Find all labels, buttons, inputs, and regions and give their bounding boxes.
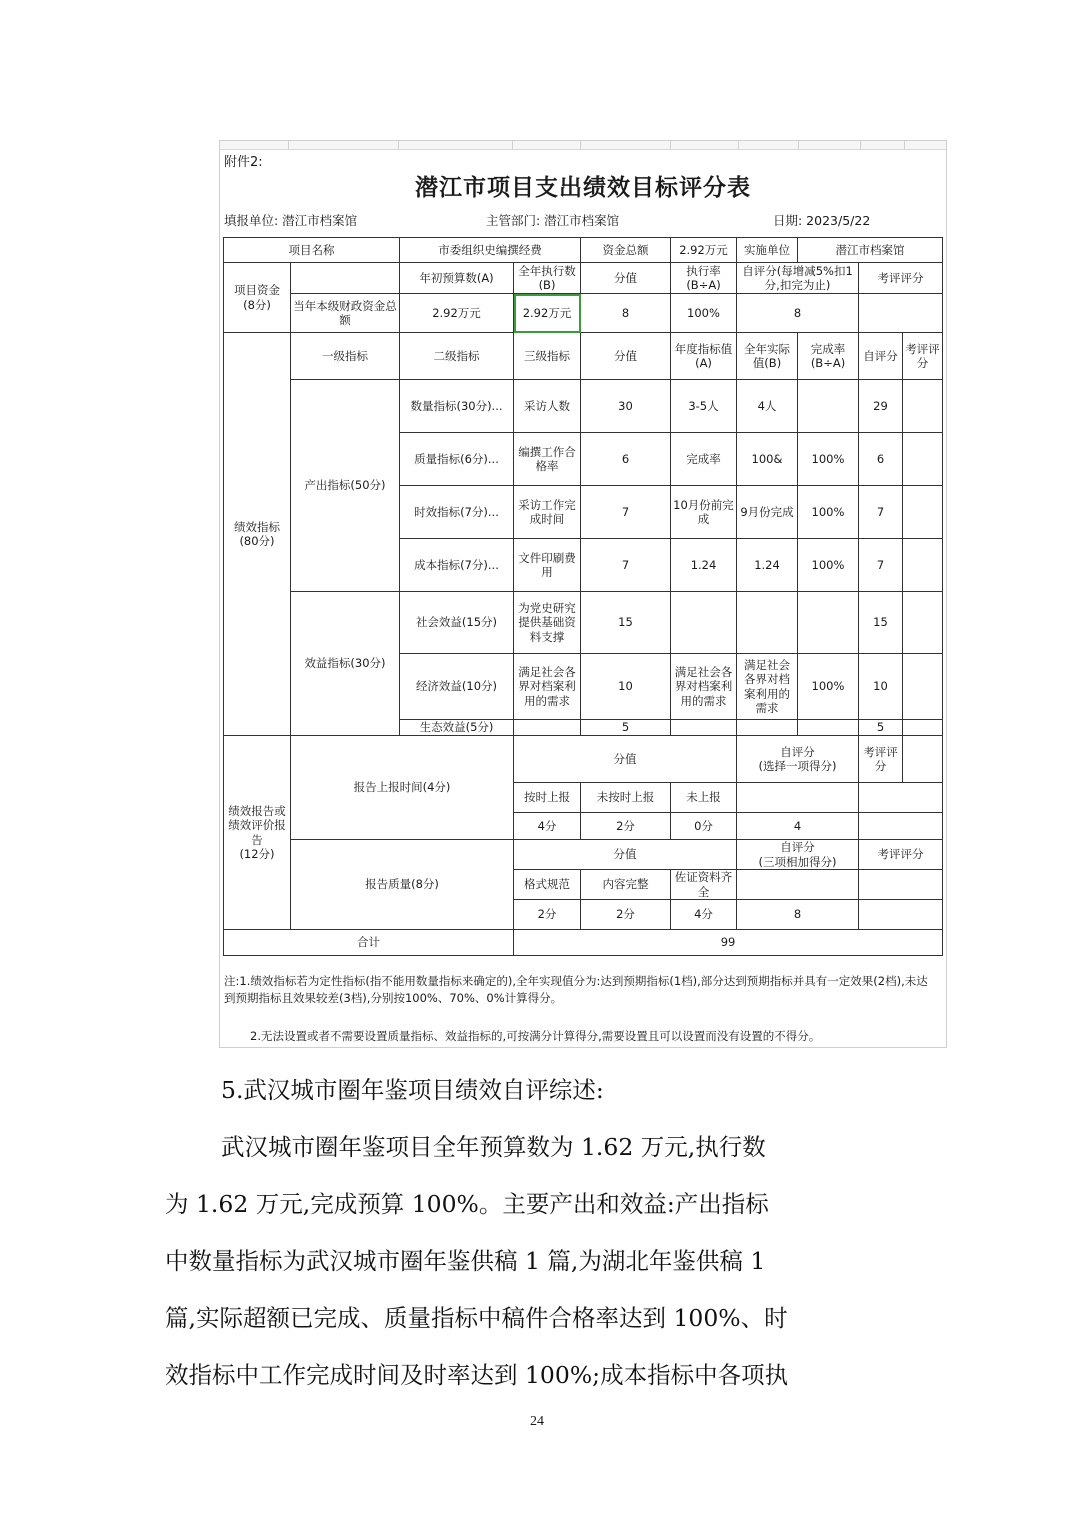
level3-cell: 文件印刷费用 xyxy=(514,539,581,592)
perf-section-label: 绩效指标 (80分) xyxy=(224,333,291,736)
budget-header: 年初预算数(A) xyxy=(400,263,514,294)
evidence-points: 4分 xyxy=(671,900,737,930)
actual-cell: 100& xyxy=(737,433,798,486)
level2-cell: 经济效益(10分) xyxy=(400,654,514,720)
completion-header: 完成率(B÷A) xyxy=(798,333,859,380)
paragraph-line: 中数量指标为武汉城市圈年鉴供稿 1 篇,为湖北年鉴供稿 1 xyxy=(165,1247,766,1275)
empty-cell xyxy=(903,736,943,783)
late-points: 2分 xyxy=(581,813,671,840)
review-header: 考评评分 xyxy=(859,263,943,294)
level3-cell: 编撰工作合格率 xyxy=(514,433,581,486)
funds-self-score: 8 xyxy=(737,294,859,333)
attachment-label: 附件2: xyxy=(224,155,263,170)
total-value: 99 xyxy=(514,930,943,956)
content-points: 2分 xyxy=(581,900,671,930)
empty-cell xyxy=(737,783,859,813)
level2-cell: 生态效益(5分) xyxy=(400,720,514,736)
level2-header: 二级指标 xyxy=(400,333,514,380)
self-score-header: 自评分 xyxy=(859,333,903,380)
scoring-table xyxy=(223,237,943,956)
target-cell: 1.24 xyxy=(671,539,737,592)
exec-header: 全年执行数(B) xyxy=(514,263,581,294)
note-1: 注:1.绩效指标若为定性指标(指不能用数量指标来确定的),全年实现值分为:达到预期指标(1档),部分达到预期指标并具有一定效果(2档),未达到预期指标且效果较差(3档),分别按100%、70%、0%计算得分。 xyxy=(224,974,928,1005)
exec-value-selected-cell[interactable]: 2.92万元 xyxy=(514,294,581,333)
level3-cell: 满足社会各界对档案利用的需求 xyxy=(514,654,581,720)
actual-cell xyxy=(737,592,798,654)
embedded-spreadsheet xyxy=(219,140,947,1048)
actual-value-header: 全年实际值(B) xyxy=(737,333,798,380)
self-score-cell: 29 xyxy=(859,380,903,433)
level2-cell: 时效指标(7分)... xyxy=(400,486,514,539)
empty-cell xyxy=(859,783,943,813)
level2-cell: 质量指标(6分)... xyxy=(400,433,514,486)
self-score-cell: 5 xyxy=(859,720,903,736)
evidence-label: 佐证资料齐全 xyxy=(671,870,737,900)
content-label: 内容完整 xyxy=(581,870,671,900)
target-cell xyxy=(671,720,737,736)
completion-cell: 100% xyxy=(798,486,859,539)
funds-section-label: 项目资金 (8分) xyxy=(224,263,291,333)
empty-cell xyxy=(859,870,943,900)
actual-cell: 1.24 xyxy=(737,539,798,592)
total-funds-label: 当年本级财政资金总额 xyxy=(291,294,400,333)
review-score-header: 考评评分 xyxy=(903,333,943,380)
level3-header: 三级指标 xyxy=(514,333,581,380)
spreadsheet-column-header xyxy=(220,141,946,150)
funds-total-label: 资金总额 xyxy=(581,238,671,263)
format-label: 格式规范 xyxy=(514,870,581,900)
score-cell: 30 xyxy=(581,380,671,433)
score-cell: 15 xyxy=(581,592,671,654)
funds-total: 2.92万元 xyxy=(671,238,737,263)
completion-cell: 100% xyxy=(798,433,859,486)
fill-unit: 填报单位: 潜江市档案馆 xyxy=(224,213,358,228)
score-header: 分值 xyxy=(581,333,671,380)
project-name-label: 项目名称 xyxy=(224,238,400,263)
review-score-cell xyxy=(903,433,943,486)
report-section-label: 绩效报告或绩效评价报告 (12分) xyxy=(224,736,291,930)
level3-cell: 采访工作完成时间 xyxy=(514,486,581,539)
not-reported-label: 未上报 xyxy=(671,783,737,813)
score-cell: 7 xyxy=(581,486,671,539)
self-score-cell: 6 xyxy=(859,433,903,486)
actual-cell xyxy=(737,720,798,736)
report-time-self-score: 4 xyxy=(737,813,859,840)
target-cell: 10月份前完成 xyxy=(671,486,737,539)
impl-unit: 潜江市档案馆 xyxy=(798,238,943,263)
section-heading: 5.武汉城市圈年鉴项目绩效自评综述: xyxy=(221,1076,604,1104)
rate-header: 执行率(B÷A) xyxy=(671,263,737,294)
actual-cell: 满足社会各界对档案利用的需求 xyxy=(737,654,798,720)
target-cell: 满足社会各界对档案利用的需求 xyxy=(671,654,737,720)
empty-cell xyxy=(737,870,859,900)
paragraph-line: 效指标中工作完成时间及时率达到 100%;成本指标中各项执 xyxy=(165,1361,789,1389)
funds-score: 8 xyxy=(581,294,671,333)
report-time-label: 报告上报时间(4分) xyxy=(291,736,514,840)
impl-unit-label: 实施单位 xyxy=(737,238,798,263)
sheet-title: 潜江市项目支出绩效目标评分表 xyxy=(415,175,751,201)
report-quality-self-score: 8 xyxy=(737,900,859,930)
supervising-department: 主管部门: 潜江市档案馆 xyxy=(486,213,620,228)
paragraph-line: 为 1.62 万元,完成预算 100%。主要产出和效益:产出指标 xyxy=(165,1190,769,1218)
format-points: 2分 xyxy=(514,900,581,930)
level2-cell: 社会效益(15分) xyxy=(400,592,514,654)
funds-review-score xyxy=(859,294,943,333)
output-indicator-label: 产出指标(50分) xyxy=(291,380,400,592)
completion-cell: 100% xyxy=(798,539,859,592)
empty-cell xyxy=(291,263,400,294)
score-cell: 5 xyxy=(581,720,671,736)
completion-cell xyxy=(798,380,859,433)
on-time-label: 按时上报 xyxy=(514,783,581,813)
level3-cell: 为党史研究提供基础资料支撑 xyxy=(514,592,581,654)
level3-cell: 采访人数 xyxy=(514,380,581,433)
project-name: 市委组织史编撰经费 xyxy=(400,238,581,263)
completion-cell: 100% xyxy=(798,654,859,720)
total-label: 合计 xyxy=(224,930,514,956)
empty-cell xyxy=(859,813,943,840)
target-cell xyxy=(671,592,737,654)
target-cell: 3-5人 xyxy=(671,380,737,433)
on-time-points: 4分 xyxy=(514,813,581,840)
budget-value: 2.92万元 xyxy=(400,294,514,333)
review-score-cell xyxy=(903,720,943,736)
self-score-cell: 7 xyxy=(859,486,903,539)
benefit-indicator-label: 效益指标(30分) xyxy=(291,592,400,736)
level2-cell: 数量指标(30分)... xyxy=(400,380,514,433)
report-quality-review-header: 考评评分 xyxy=(859,840,943,870)
target-cell: 完成率 xyxy=(671,433,737,486)
level3-cell xyxy=(514,720,581,736)
completion-cell xyxy=(798,720,859,736)
paragraph-line: 篇,实际超额已完成、质量指标中稿件合格率达到 100%、时 xyxy=(165,1304,788,1332)
report-time-review-header: 考评评分 xyxy=(859,736,903,783)
report-quality-score-header: 分值 xyxy=(514,840,737,870)
self-pick-header: 自评分 (选择一项得分) xyxy=(737,736,859,783)
review-score-cell xyxy=(903,654,943,720)
level2-cell: 成本指标(7分)... xyxy=(400,539,514,592)
score-header: 分值 xyxy=(581,263,671,294)
self-score-cell: 10 xyxy=(859,654,903,720)
report-date: 日期: 2023/5/22 xyxy=(773,213,871,228)
self-sum-header: 自评分 (三项相加得分) xyxy=(737,840,859,870)
review-score-cell xyxy=(903,486,943,539)
page-number: 24 xyxy=(530,1414,544,1429)
actual-cell: 9月份完成 xyxy=(737,486,798,539)
score-cell: 7 xyxy=(581,539,671,592)
review-score-cell xyxy=(903,592,943,654)
actual-cell: 4人 xyxy=(737,380,798,433)
review-score-cell xyxy=(903,380,943,433)
annual-target-header: 年度指标值(A) xyxy=(671,333,737,380)
late-label: 未按时上报 xyxy=(581,783,671,813)
self-score-cell: 7 xyxy=(859,539,903,592)
rate-value: 100% xyxy=(671,294,737,333)
report-quality-label: 报告质量(8分) xyxy=(291,840,514,930)
completion-cell xyxy=(798,592,859,654)
not-reported-points: 0分 xyxy=(671,813,737,840)
score-cell: 6 xyxy=(581,433,671,486)
paragraph-line: 武汉城市圈年鉴项目全年预算数为 1.62 万元,执行数 xyxy=(221,1133,766,1161)
score-cell: 10 xyxy=(581,654,671,720)
self-rule-header: 自评分(每增减5%扣1分,扣完为止) xyxy=(737,263,859,294)
level1-header: 一级指标 xyxy=(291,333,400,380)
note-2: 2.无法设置或者不需要设置质量指标、效益指标的,可按满分计算得分,需要设置且可以设置而没有设置的不得分。 xyxy=(250,1029,821,1043)
empty-cell xyxy=(859,900,943,930)
review-score-cell xyxy=(903,539,943,592)
self-score-cell: 15 xyxy=(859,592,903,654)
report-time-score-header: 分值 xyxy=(514,736,737,783)
